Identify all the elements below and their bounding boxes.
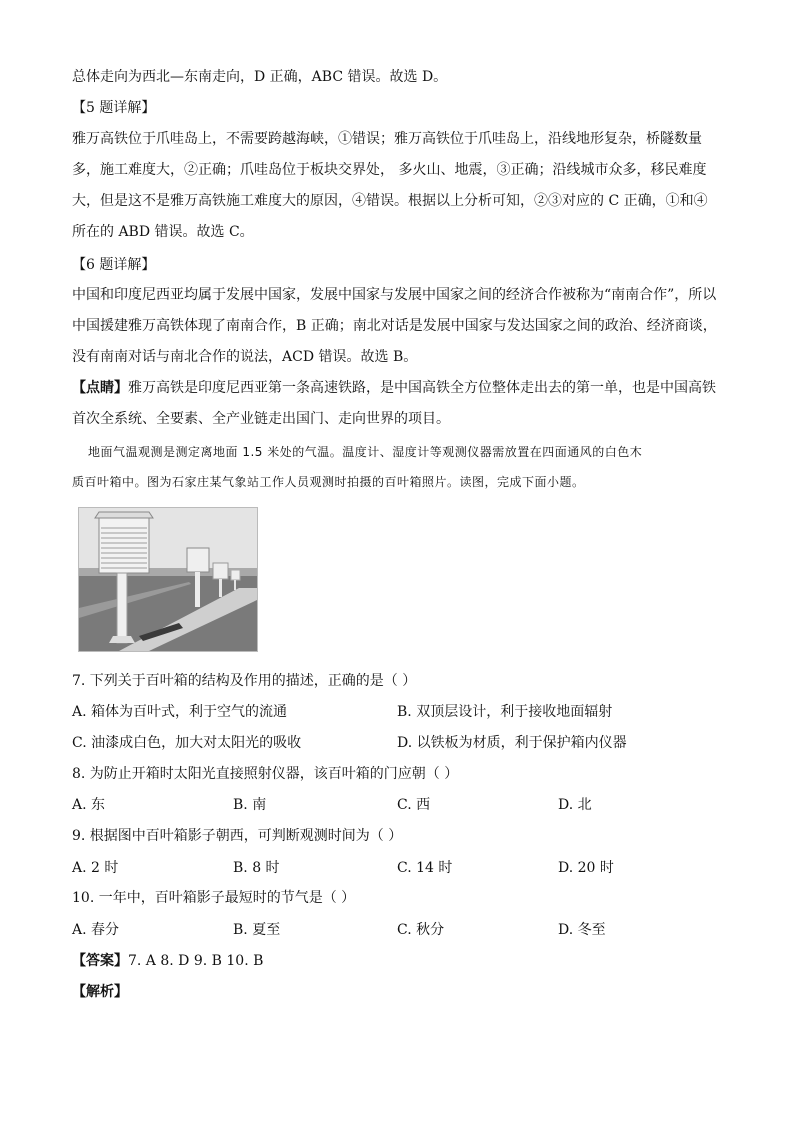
option-7c: C. 油漆成白色，加大对太阳光的吸收 [72, 735, 302, 751]
key-point-label: 【点睛】 [72, 380, 128, 396]
paragraph-line: 中国和印度尼西亚均属于发展中国家，发展中国家与发展中国家之间的经济合作被称为“南南合作”，所以 [72, 287, 717, 303]
question-stem-7: 7. 下列关于百叶箱的结构及作用的描述，正确的是（ ） [72, 673, 417, 689]
paragraph-line: 首次全系统、全要素、全产业链走出国门、走向世界的项目。 [72, 411, 450, 427]
answer-line [72, 951, 263, 971]
answer-label: 【答案】 [72, 953, 128, 969]
key-point-text: 雅万高铁是印度尼西亚第一条高速铁路，是中国高铁全方位整体走出去的第一单，也是中国高铁 [128, 380, 716, 396]
option-9d: D. 20 时 [558, 860, 614, 876]
intro-line: 质百叶箱中。图为石家庄某气象站工作人员观测时拍摄的百叶箱照片。读图，完成下面小题。 [72, 475, 585, 489]
option-8d: D. 北 [558, 797, 592, 813]
paragraph-line: 所在的 ABD 错误。故选 C。 [72, 224, 254, 240]
question-stem-10: 10. 一年中，百叶箱影子最短时的节气是（ ） [72, 890, 356, 906]
section-heading-q6: 【6 题详解】 [72, 257, 156, 273]
option-8b: B. 南 [233, 797, 267, 813]
key-point-line [72, 378, 716, 398]
option-10a: A. 春分 [72, 922, 120, 938]
option-8c: C. 西 [397, 797, 431, 813]
option-9a: A. 2 时 [72, 860, 119, 876]
paragraph-line: 总体走向为西北—东南走向，D 正确，ABC 错误。故选 D。 [72, 69, 448, 85]
option-8a: A. 东 [72, 797, 106, 813]
analysis-label: 【解析】 [72, 984, 128, 1000]
paragraph-line: 雅万高铁位于爪哇岛上，不需要跨越海峡，①错误；雅万高铁位于爪哇岛上，沿线地形复杂，桥隧数量 [72, 131, 702, 147]
paragraph-line: 多，施工难度大，②正确；爪哇岛位于板块交界处， 多火山、地震，③正确；沿线城市众多，移民难度 [72, 162, 707, 178]
question-stem-8: 8. 为防止开箱时太阳光直接照射仪器，该百叶箱的门应朝（ ） [72, 766, 459, 782]
option-10b: B. 夏至 [233, 922, 281, 938]
option-7b: B. 双顶层设计，利于接收地面辐射 [397, 704, 613, 720]
intro-line: 地面气温观测是测定离地面 1.5 米处的气温。温度计、湿度计等观测仪器需放置在四面通风的白色木 [88, 445, 643, 459]
option-9c: C. 14 时 [397, 860, 453, 876]
option-7a: A. 箱体为百叶式，利于空气的流通 [72, 704, 288, 720]
louvered-screen-photo [78, 507, 258, 652]
paragraph-line: 大，但是这不是雅万高铁施工难度大的原因，④错误。根据以上分析可知，②③对应的 C 正确，①和④ [72, 193, 708, 209]
answer-text: 7. A 8. D 9. B 10. B [128, 953, 264, 969]
option-10c: C. 秋分 [397, 922, 445, 938]
question-stem-9: 9. 根据图中百叶箱影子朝西，可判断观测时间为（ ） [72, 828, 403, 844]
option-9b: B. 8 时 [233, 860, 280, 876]
paragraph-line: 没有南南对话与南北合作的说法，ACD 错误。故选 B。 [72, 349, 418, 365]
paragraph-line: 中国援建雅万高铁体现了南南合作，B 正确；南北对话是发展中国家与发达国家之间的政治、经济商谈， [72, 318, 717, 334]
option-7d: D. 以铁板为材质，利于保护箱内仪器 [397, 735, 627, 751]
section-heading-q5: 【5 题详解】 [72, 100, 156, 116]
option-10d: D. 冬至 [558, 922, 606, 938]
